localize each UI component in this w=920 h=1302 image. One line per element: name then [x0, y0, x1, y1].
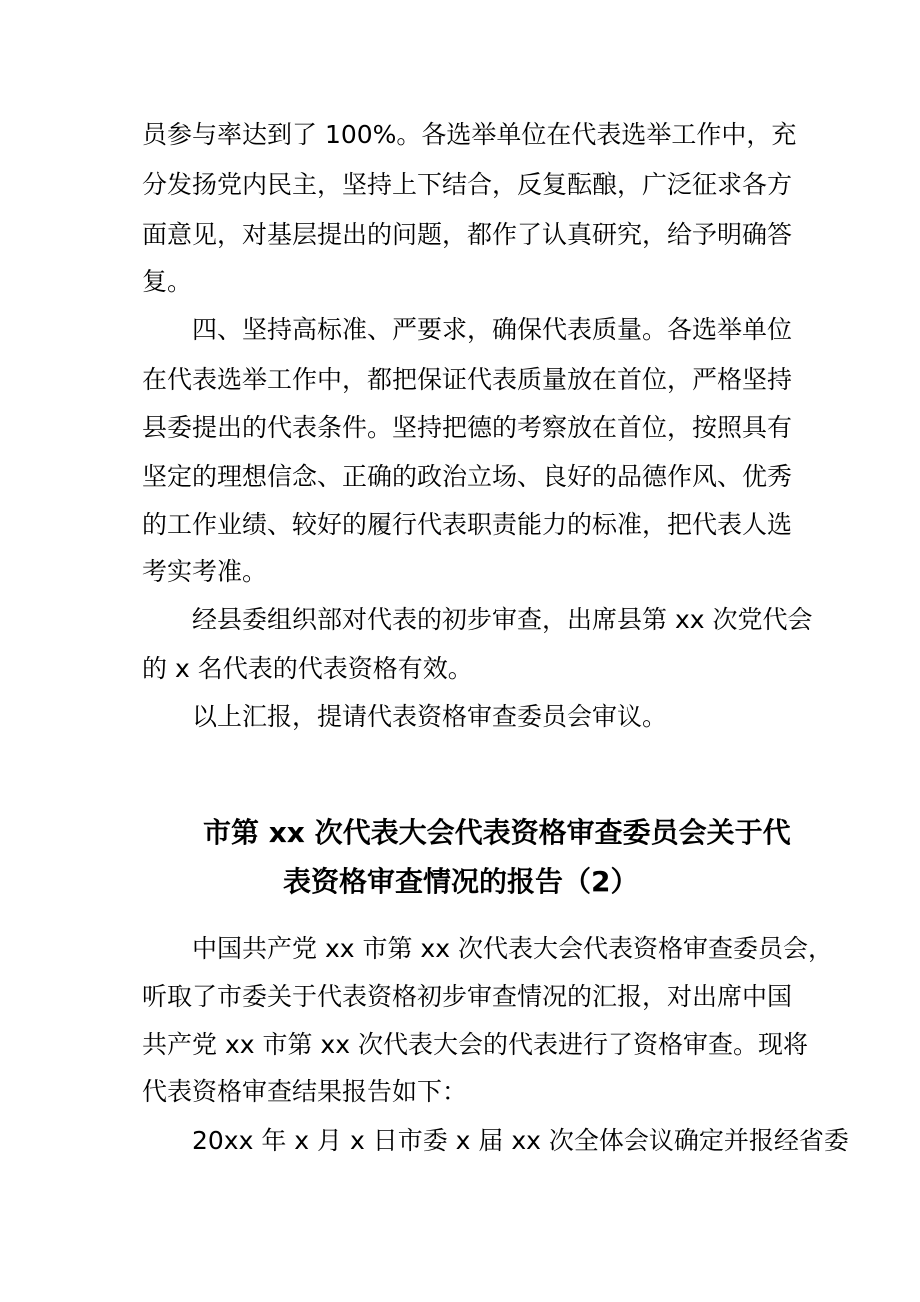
report-title-line-1: 市第 xx 次代表大会代表资格审查委员会关于代	[203, 816, 791, 849]
paragraph-4-line-2: 在代表选举工作中，都把保证代表质量放在首位，严格坚持	[142, 365, 793, 394]
paragraph-3-line-1: 员参与率达到了 100%。各选举单位在代表选举工作中，充	[142, 120, 797, 149]
paragraph-4-line-5: 的工作业绩、较好的履行代表职责能力的标准，把代表人选	[142, 510, 793, 539]
paragraph-4-line-4: 坚定的理想信念、正确的政治立场、良好的品德作风、优秀	[142, 462, 793, 491]
paragraph-4-line-3: 县委提出的代表条件。坚持把德的考察放在首位，按照具有	[142, 413, 793, 442]
review-paragraph-line-2: 的 x 名代表的代表资格有效。	[142, 654, 473, 683]
review-paragraph-line-1: 经县委组织部对代表的初步审查，出席县第 xx 次党代会	[192, 605, 813, 634]
closing-line: 以上汇报，提请代表资格审查委员会审议。	[192, 702, 668, 731]
report-paragraph-line-4: 代表资格审查结果报告如下：	[142, 1077, 468, 1106]
report-paragraph-line-2: 听取了市委关于代表资格初步审查情况的汇报，对出席中国	[142, 982, 793, 1011]
paragraph-4-line-6: 考实考准。	[142, 557, 268, 586]
report-paragraph-line-1: 中国共产党 xx 市第 xx 次代表大会代表资格审查委员会，	[192, 934, 833, 963]
decision-paragraph-line-1: 20xx 年 x 月 x 日市委 x 届 xx 次全体会议确定并报经省委	[192, 1126, 849, 1155]
report-paragraph-line-3: 共产党 xx 市第 xx 次代表大会的代表进行了资格审查。现将	[142, 1030, 808, 1059]
paragraph-3-line-4: 复。	[142, 267, 193, 296]
paragraph-3-line-2: 分发扬党内民主，坚持上下结合，反复酝酿，广泛征求各方	[142, 170, 793, 199]
report-title-line-2: 表资格审查情况的报告（2）	[283, 865, 639, 898]
paragraph-3-line-3: 面意见，对基层提出的问题，都作了认真研究，给予明确答	[142, 220, 793, 249]
paragraph-4-line-1: 四、坚持高标准、严要求，确保代表质量。各选举单位	[192, 315, 793, 344]
